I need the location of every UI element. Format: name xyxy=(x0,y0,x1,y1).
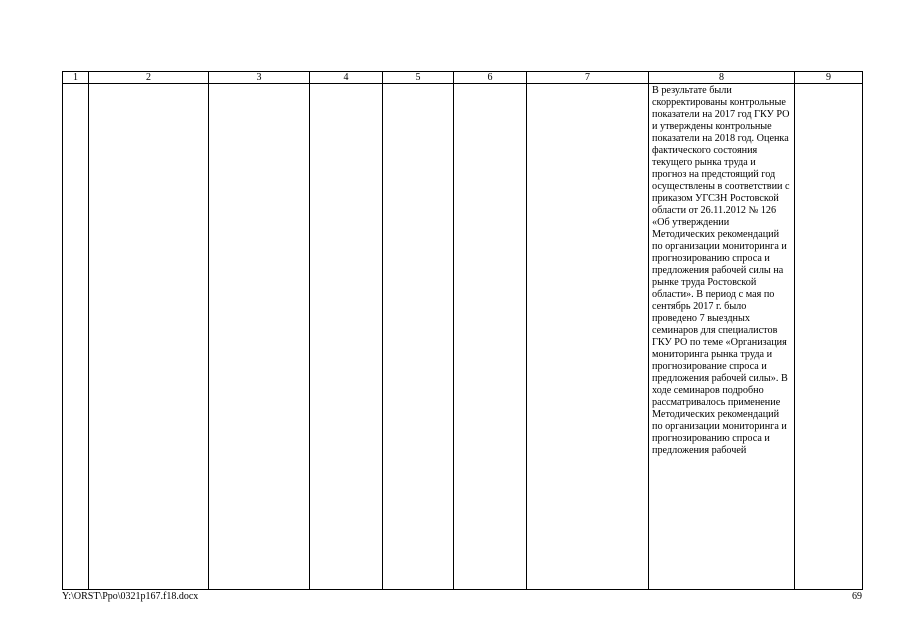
cell-col-9 xyxy=(795,84,863,590)
column-header-3: 3 xyxy=(209,72,310,84)
cell-col-6 xyxy=(454,84,527,590)
column-header-9: 9 xyxy=(795,72,863,84)
cell-col-4 xyxy=(310,84,383,590)
column-header-1: 1 xyxy=(63,72,89,84)
cell-col-3 xyxy=(209,84,310,590)
column-header-6: 6 xyxy=(454,72,527,84)
header-row xyxy=(63,72,863,84)
column-header-5: 5 xyxy=(383,72,454,84)
footer-page-number: 69 xyxy=(852,591,862,602)
cell-col-5 xyxy=(383,84,454,590)
column-header-4: 4 xyxy=(310,72,383,84)
footer-file-path: Y:\ORST\Ppo\0321p167.f18.docx xyxy=(62,591,199,602)
results-description-text: В результате были скорректированы контрольные показатели на 2017 год ГКУ РО и утверждены контрольные показатели на 2018 год. Оценка фактического состояния текущего рынка труда и прогноз на предстоящий год осуществлены в соответствии с приказом УГСЗН Ростовской области от 26.11.2012 № 126 «Об утверждении Методических рекомендаций по организации мониторинга и прогнозированию спроса и предложения рабочей силы на рынке труда Ростовской области». В период с мая по сентябрь 2017 г. было проведено 7 выездных семинаров для специалистов ГКУ РО по теме «Организация мониторинга рынка труда и прогнозирование спроса и предложения рабочей силы». В ходе семинаров подробно рассматривалось применение Методических рекомендаций по организации мониторинга и прогнозированию спроса и предложения рабочей xyxy=(652,85,790,456)
column-header-8: 8 xyxy=(649,72,795,84)
cell-col-1 xyxy=(63,84,89,590)
table-row xyxy=(63,84,863,590)
cell-col-2 xyxy=(89,84,209,590)
cell-col-7 xyxy=(527,84,649,590)
cell-col-8 xyxy=(649,84,795,590)
column-header-7: 7 xyxy=(527,72,649,84)
document-table xyxy=(62,71,863,590)
column-header-2: 2 xyxy=(89,72,209,84)
